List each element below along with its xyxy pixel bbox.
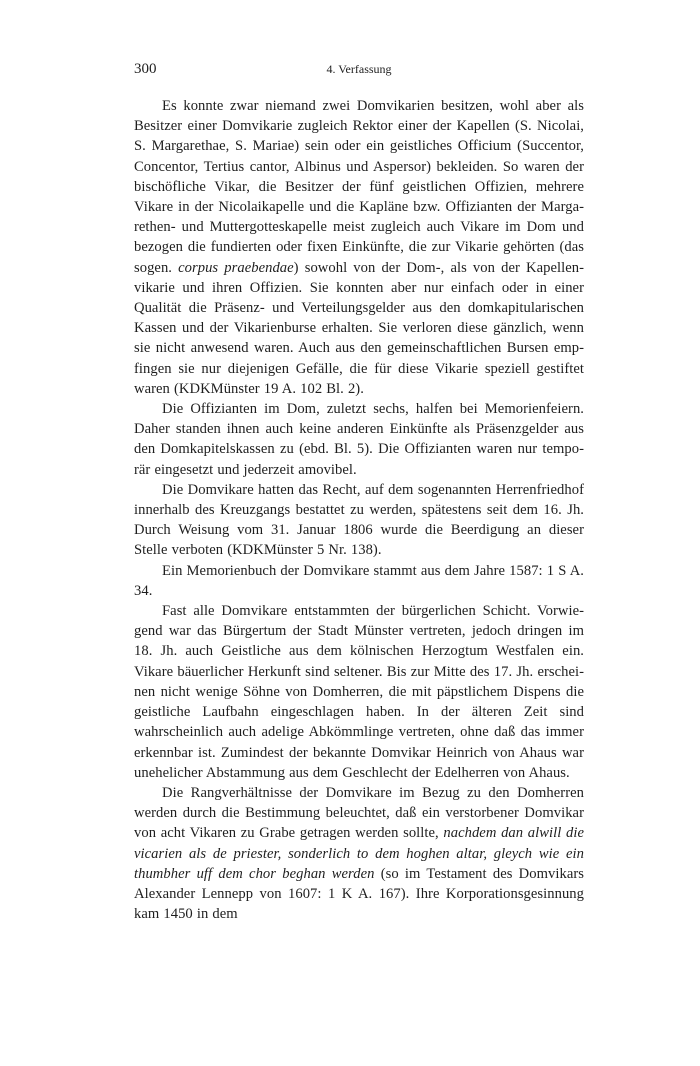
text-run: Ein Memorienbuch der Domvikare stammt aus dem Jahre 1587: 1 S A. 34.	[134, 562, 584, 599]
text-run: Die Domvikare hatten das Recht, auf dem sogenannten Herrenfriedhof innerhalb des Kreuzgangs bestattet zu werden, spätestens seit dem 16. Jh. Durch Weisung vom 31. Januar 1806 wurde die Beerdigung an dieser Stelle verboten (KDKMünster 5 Nr. 138).	[134, 481, 584, 559]
running-head	[134, 58, 584, 80]
paragraph	[134, 96, 584, 399]
italic-quote: nachdem dan alwill die vicarien als de priester, sonderlich to dem hoghen altar, gleych wie ein thumbher uff dem chor beghan werden	[134, 825, 584, 882]
page-number: 300	[134, 61, 157, 77]
italic-quote: corpus praebendae	[178, 259, 294, 276]
text-run: Es konnte zwar niemand zwei Domvikarien besitzen, wohl aber als Besitzer einer Domvikarie zugleich Rektor einer der Kapellen (S. Nicolai, S. Margarethae, S. Mariae) sein oder ein geistliches Officium (Succentor, Concentor, Tertius cantor, Albinus und Aspersor) bekleiden. So waren der bischöfliche Vikar, die Besitzer der fünf geistlichen Offizien, mehrere Vikare in der Nicolaikapelle und die Kapläne bzw. Offizianten der Margarethen- und Muttergotteskapelle meist zugleich auch Vikare im Dom und bezogen die fundierten oder fixen Einkünfte, die zur Vikarie gehörten (das sogen.	[134, 98, 584, 276]
chapter-title: 4. Verfassung	[326, 62, 392, 76]
text-run: Die Offizianten im Dom, zuletzt sechs, halfen bei Memorienfeiern. Daher standen ihnen auch keine anderen Einkünfte als Präsenzgelder aus den Domkapitelskassen zu (ebd. Bl. 5). Die Offizianten waren nur temporär eingesetzt und jederzeit amovibel.	[134, 401, 584, 478]
paragraph	[134, 561, 584, 601]
book-page	[134, 58, 584, 924]
text-run: (so im Testament des Domvikars Alexander Lennepp von 1607: 1 K A. 167). Ihre Korporationsgesinnung kam 1450 in dem	[134, 865, 584, 923]
text-run: Fast alle Domvikare entstammten der bürgerlichen Schicht. Vorwiegend war das Bürgertum der Stadt Münster vertreten, jedoch dringen im 18. Jh. auch Geistliche aus dem kölnischen Herzogtum Westfalen ein. Vikare bäuerlicher Herkunft sind seltener. Bis zur Mitte des 17. Jh. erscheinen nicht wenige Söhne von Domherren, die mit päpstlichem Dispens die geistliche Laufbahn eingeschlagen haben. In der älteren Zeit sind wahrscheinlich auch adelige Abkömmlinge vertreten, ohne daß das immer erkennbar ist. Zumindest der bekannte Domvikar Heinrich von Ahaus war unehelicher Abstammung aus dem Geschlecht der Edelherren von Ahaus.	[134, 603, 584, 781]
paragraph	[134, 399, 584, 480]
paragraph	[134, 601, 584, 783]
paragraph	[134, 480, 584, 561]
body-text	[134, 96, 584, 924]
paragraph	[134, 783, 584, 924]
text-run: ) sowohl von der Dom-, als von der Kapellenvikarie und ihren Offizien. Sie konnten aber nur einfach oder in einer Qualität die Präsenz- und Verteilungsgelder aus den domkapitularischen Kassen und der Vikarienburse erhalten. Sie verloren diese gänzlich, wenn sie nicht anwesend waren. Auch aus den gemeinschaftlichen Bursen empfingen sie nur diejenigen Gefälle, die für diese Vikarie speziell gestiftet waren (KDKMünster 19 A. 102 Bl. 2).	[134, 259, 584, 397]
text-run: Die Rangverhältnisse der Domvikare im Bezug zu den Domherren werden durch die Bestimmung beleuchtet, daß ein verstorbener Domvikar von acht Vikaren zu Grabe getragen werden sollte,	[134, 784, 584, 842]
